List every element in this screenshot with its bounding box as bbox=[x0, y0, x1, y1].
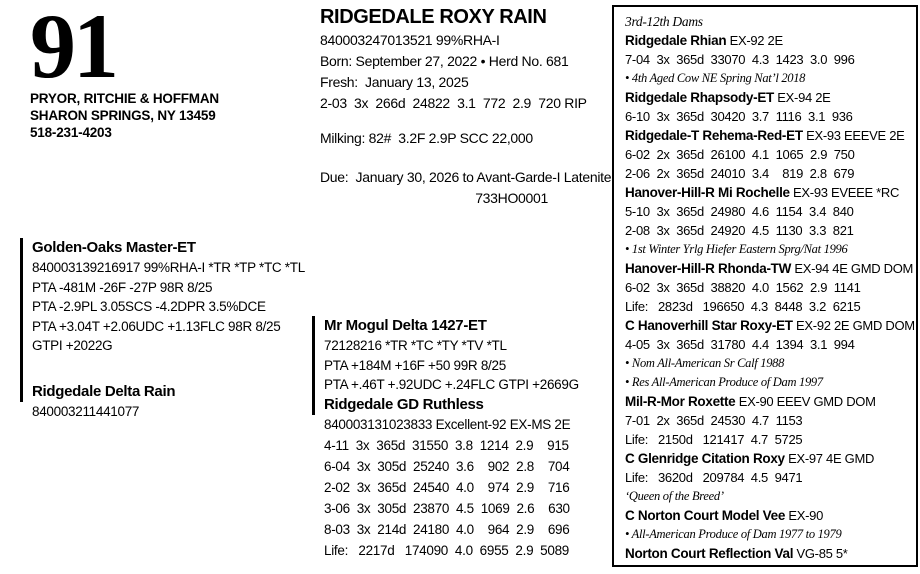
second-dam-name: Ridgedale GD Ruthless bbox=[324, 395, 484, 413]
dam-note-line: • Nom All-American Sr Calf 1988 bbox=[625, 356, 785, 370]
pedigree-gap bbox=[32, 356, 320, 382]
lot-number: 91 bbox=[30, 0, 116, 97]
dam-name: Ridgedale Rhapsody-ET bbox=[625, 90, 774, 105]
animal-record-line: 2-03 3x 266d 24822 3.1 772 2.9 720 RIP bbox=[320, 95, 587, 111]
dam-name: C Hanoverhill Star Roxy-ET bbox=[625, 318, 793, 333]
dam-score: EX-92 2E bbox=[726, 33, 783, 48]
dams-box-entries bbox=[625, 31, 915, 563]
dam-record-line: 6-10 3x 365d 30420 3.7 1116 3.1 936 bbox=[625, 109, 853, 124]
animal-registration: 840003247013521 99%RHA-I bbox=[320, 32, 500, 48]
dam-name: Hanover-Hill-R Rhonda-TW bbox=[625, 261, 792, 276]
dam-record-line: 2-08 3x 365d 24920 4.5 1130 3.3 821 bbox=[625, 223, 854, 238]
dams-box bbox=[612, 5, 918, 567]
sire-detail-lines bbox=[32, 258, 320, 356]
maternal-sire-detail-line: PTA +.46T +.92UDC +.24FLC GTPI +2669G bbox=[324, 377, 579, 392]
dam-score: EX-93 EEEVE 2E bbox=[802, 128, 905, 143]
sire-detail-line: GTPI +2022G bbox=[32, 338, 113, 353]
dam-record-line: 2-06 2x 365d 24010 3.4 819 2.8 679 bbox=[625, 166, 855, 181]
dam-record-line: Life: 3620d 209784 4.5 9471 bbox=[625, 470, 803, 485]
dam-score: EX-92 2E GMD DOM bbox=[792, 318, 915, 333]
maternal-sire-name: Mr Mogul Delta 1427-ET bbox=[324, 317, 487, 334]
second-dam-records bbox=[312, 435, 612, 561]
maternal-sire-pedigree-block bbox=[312, 316, 612, 561]
maternal-sire-detail-line: PTA +184M +16F +50 99R 8/25 bbox=[324, 357, 506, 373]
dam-record-line: 4-05 3x 365d 31780 4.4 1394 3.1 994 bbox=[625, 337, 855, 352]
dam-entry-heading bbox=[625, 544, 908, 563]
dam-name: Mil-R-Mor Roxette bbox=[625, 394, 736, 409]
lactation-record-line: Life: 2217d 174090 4.0 6955 2.9 5089 bbox=[324, 542, 570, 558]
dam-score: EX-93 EVEEE *RC bbox=[789, 185, 900, 200]
dam-entry-heading bbox=[625, 31, 908, 50]
consignor-line: PRYOR, RITCHIE & HOFFMAN bbox=[30, 91, 219, 106]
consignor-block bbox=[30, 90, 300, 141]
dam-score: VG-85 5* bbox=[793, 546, 848, 561]
animal-header bbox=[320, 4, 612, 209]
dam-name: C Glenridge Citation Roxy bbox=[625, 451, 785, 466]
maternal-sire-detail-line: 72128216 *TR *TC *TY *TV *TL bbox=[324, 338, 507, 353]
lactation-record-line: 4-11 3x 365d 31550 3.8 1214 2.9 915 bbox=[324, 437, 569, 453]
dam-entry-heading bbox=[625, 88, 908, 107]
dam-entry-heading bbox=[625, 183, 908, 202]
dam-name: Ridgedale Delta Rain bbox=[32, 382, 176, 400]
dams-box-title: 3rd-12th Dams bbox=[625, 14, 703, 29]
sire-detail-line: PTA -481M -26F -27P 98R 8/25 bbox=[32, 279, 213, 295]
dam-note-line: • 4th Aged Cow NE Spring Nat’l 2018 bbox=[625, 71, 806, 85]
lactation-record-line: 3-06 3x 305d 23870 4.5 1069 2.6 630 bbox=[324, 500, 570, 516]
dam-name: Ridgedale Rhian bbox=[625, 33, 727, 48]
maternal-sire-detail-lines bbox=[324, 336, 612, 395]
lot-block bbox=[30, 0, 300, 141]
dam-entry-heading bbox=[625, 126, 908, 145]
animal-name: RIDGEDALE ROXY RAIN bbox=[320, 6, 547, 28]
dam-record-line: 6-02 3x 365d 38820 4.0 1562 2.9 1141 bbox=[625, 280, 861, 295]
dam-record-line: 7-01 2x 365d 24530 4.7 1153 bbox=[625, 413, 803, 428]
dam-score: EX-94 2E bbox=[773, 90, 831, 105]
dam-name: Norton Court Reflection Val bbox=[625, 546, 794, 561]
lactation-record-line: 6-04 3x 305d 25240 3.6 902 2.8 704 bbox=[324, 458, 570, 474]
pedigree-bracket-rule bbox=[20, 238, 320, 402]
sire-detail-line: 840003139216917 99%RHA-I *TR *TP *TC *TL bbox=[32, 260, 305, 275]
lactation-record-line: 2-02 3x 365d 24540 4.0 974 2.9 716 bbox=[324, 479, 570, 495]
animal-born-line: Born: September 27, 2022 • Herd No. 681 bbox=[320, 53, 569, 69]
dam-note-line: • 1st Winter Yrlg Hiefer Eastern Sprg/Nat 1996 bbox=[625, 242, 848, 256]
dam-entry-heading bbox=[625, 259, 914, 278]
animal-fresh-line: Fresh: January 13, 2025 bbox=[320, 74, 469, 90]
dam-record-line: 5-10 3x 365d 24980 4.6 1154 3.4 840 bbox=[625, 204, 854, 219]
dam-record-line: Life: 2150d 121417 4.7 5725 bbox=[625, 432, 803, 447]
sire-detail-line: PTA -2.9PL 3.05SCS -4.2DPR 3.5%DCE bbox=[32, 299, 266, 314]
dam-score: EX-90 EEEV GMD DOM bbox=[735, 394, 876, 409]
dam-record-line: 7-04 3x 365d 33070 4.3 1423 3.0 996 bbox=[625, 52, 855, 67]
dam-record-line: Life: 2823d 196650 4.3 8448 3.2 6215 bbox=[625, 299, 861, 314]
dam-name: Hanover-Hill-R Mi Rochelle bbox=[625, 185, 790, 200]
animal-due-line: Due: January 30, 2026 to Avant-Garde-I Latenite bbox=[320, 169, 612, 185]
animal-milking-line: Milking: 82# 3.2F 2.9P SCC 22,000 bbox=[320, 130, 533, 146]
dam-entry-heading bbox=[625, 506, 908, 525]
consignor-line: 518-231-4203 bbox=[30, 125, 112, 140]
second-dam-registration: 840003131023833 Excellent-92 EX-MS 2E bbox=[324, 416, 571, 432]
dam-score: EX-90 bbox=[785, 508, 824, 523]
dam-name: Ridgedale-T Rehema-Red-ET bbox=[625, 128, 803, 143]
dam-entry-heading bbox=[625, 392, 908, 411]
dam-note-line: • Res All-American Produce of Dam 1997 bbox=[625, 375, 823, 389]
service-sire-code: 733HO0001 bbox=[475, 190, 548, 206]
sire-name: Golden-Oaks Master-ET bbox=[32, 239, 196, 256]
dam-note-line: • All-American Produce of Dam 1977 to 1979 bbox=[625, 527, 842, 541]
dam-score: EX-94 4E GMD DOM bbox=[791, 261, 914, 276]
dam-quote-line: ‘Queen of the Breed’ bbox=[625, 489, 724, 503]
sire-dam-pedigree-block bbox=[20, 238, 320, 421]
consignor-line: SHARON SPRINGS, NY 13459 bbox=[30, 108, 216, 123]
lactation-record-line: 8-03 3x 214d 24180 4.0 964 2.9 696 bbox=[324, 521, 570, 537]
dam-record-line: 6-02 2x 365d 26100 4.1 1065 2.9 750 bbox=[625, 147, 855, 162]
dam-entry-heading bbox=[625, 449, 908, 468]
dam-score: EX-97 4E GMD bbox=[784, 451, 875, 466]
pedigree-bracket-rule bbox=[312, 316, 612, 415]
sire-detail-line: PTA +3.04T +2.06UDC +1.13FLC 98R 8/25 bbox=[32, 318, 281, 334]
dam-registration: 840003211441077 bbox=[32, 403, 140, 419]
dam-entry-heading bbox=[625, 316, 915, 335]
dam-name: C Norton Court Model Vee bbox=[625, 508, 786, 523]
